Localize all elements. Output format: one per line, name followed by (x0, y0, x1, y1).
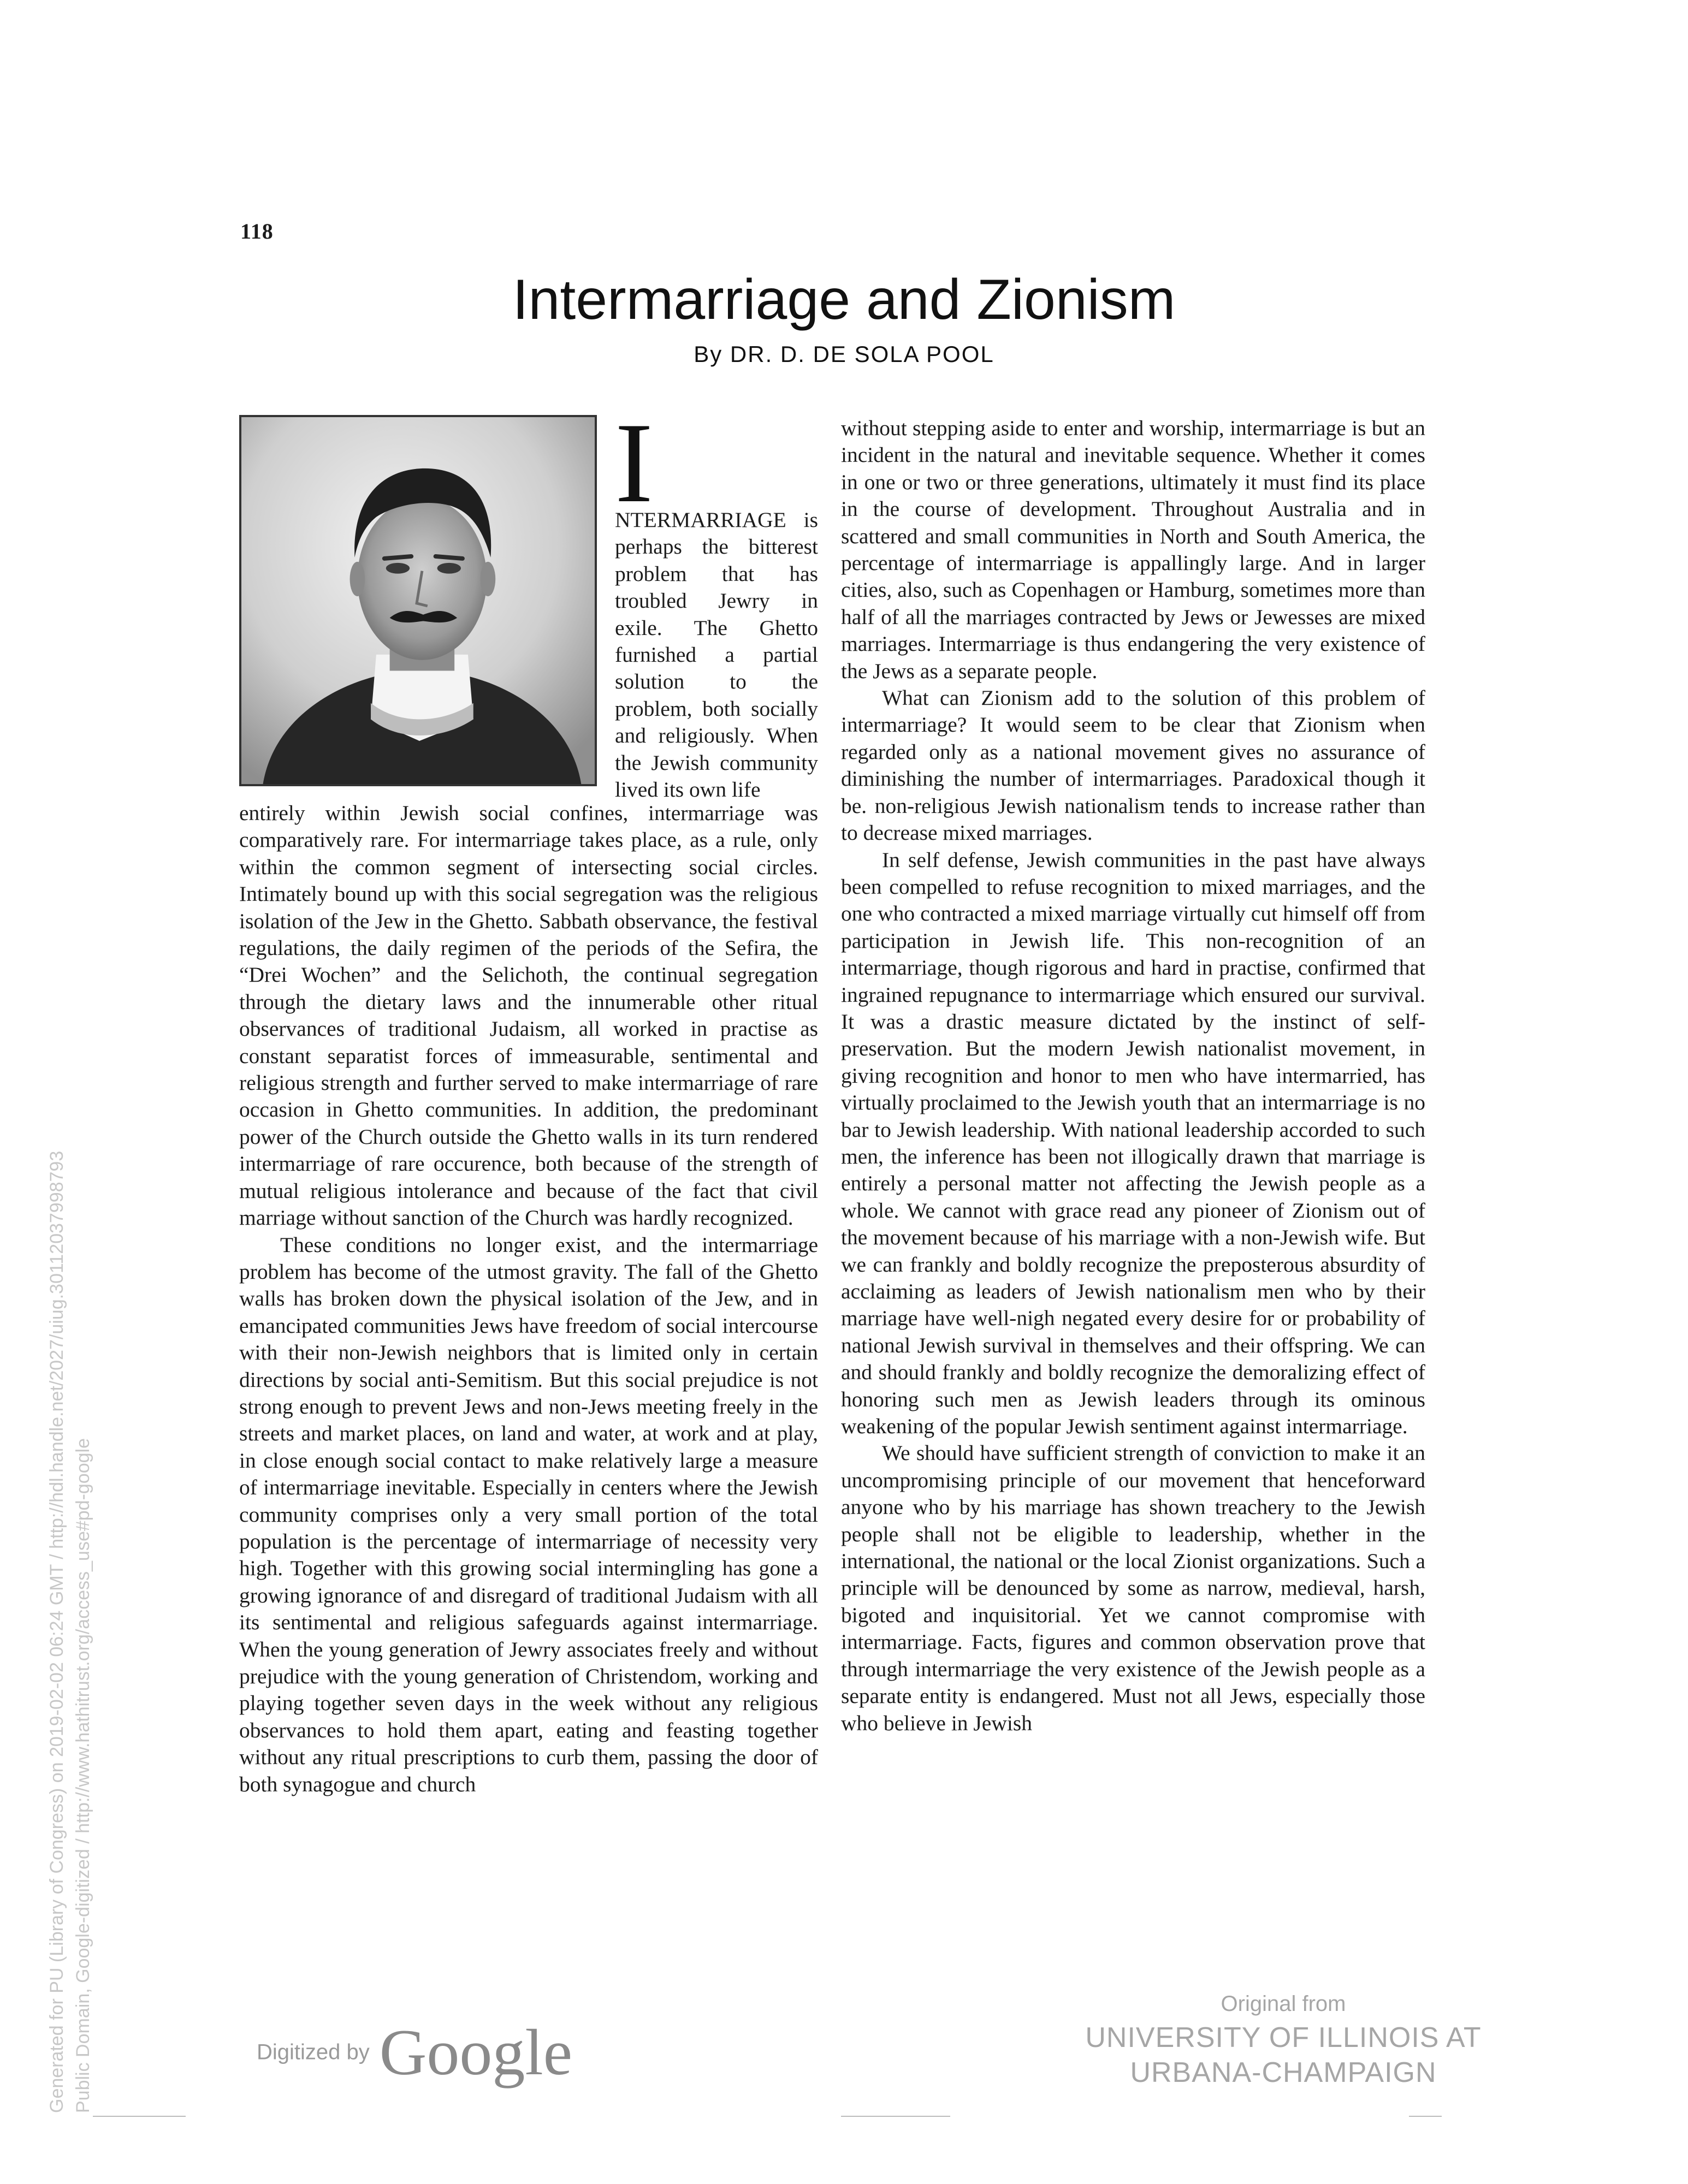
institution-line: UNIVERSITY OF ILLINOIS AT (1085, 2022, 1482, 2054)
left-column (239, 800, 818, 1798)
watermark-line: Public Domain, Google-digitized / http://www.hathitrust.org/access_use#pd-google (73, 1438, 93, 2113)
watermark-text (44, 1151, 96, 2113)
drop-cap: I (615, 400, 653, 526)
paragraph: What can Zionism add to the solution of this problem of intermarriage? It would seem to be clear that Zionism when regarded only as a national movement gives no assurance of diminishing the number of intermarriages. Paradoxical though it be. non-religious Jewish nationalism tends to increase rather than to decrease mixed marriages. (841, 686, 1425, 845)
digitized-label: Digitized by (257, 2040, 370, 2064)
institution-line: URBANA-CHAMPAIGN (1130, 2057, 1437, 2088)
right-column (841, 415, 1425, 1737)
paragraph: These conditions no longer exist, and the intermarriage problem has become of the utmost gravity. The fall of the Ghetto walls has broken down the physical isolation of the Jew, and in emancipated communities Jews have freedom of social intercourse with their non-Jewish neighbors that is limited only in certain directions by social anti-Semitism. But this social prejudice is not strong enough to prevent Jews and non-Jews meeting freely in the streets and market places, on land and water, at work and at play, in close enough social contact to make relatively large a measure of intermarriage inevitable. Especially in centers where the Jewish community comprises only a very small portion of the total population is the percentage of intermarriage of necessity very high. Together with this growing social intermingling has gone a growing ignorance of and disregard of traditional Judaism with all its sentimental and religious safeguards against intermarriage. When the young generation of Jewry associates freely and without prejudice with the young generation of Christendom, working and playing together seven days in the week without any religious observances to hold them apart, eating and feasting together without any ritual prescriptions to curb them, passing the door of both synagogue and church (239, 1232, 818, 1796)
original-from (1038, 1987, 1529, 2090)
byline: By DR. D. DE SOLA POOL (694, 341, 994, 367)
original-label: Original from (1221, 1992, 1346, 2016)
digitized-by (257, 2015, 572, 2090)
intro-paragraph: NTERMARRIAGE is perhaps the bitterest problem that has troubled Jewry in exile. The Ghetto furnished a partial solution to the problem, both socially and religiously. When the Jewish community lived its own life (615, 508, 818, 802)
paragraph: In self defense, Jewish communities in the past have always been compelled to refuse recognition to mixed marriages, and the one who contracted a mixed marriage virtually cut himself off from participation in Jewish life. This non-recognition of an intermarriage, though rigorous and hard in practise, confirmed that ingrained repugnance to intermarriage which ensured our survival. It was a drastic measure dictated by the instinct of self-preservation. But the modern Jewish nationalist movement, in giving recognition and honor to men who have intermarried, has virtually proclaimed to the Jewish youth that an intermarriage is no bar to Jewish leadership. With national leadership accorded to such men, the inference has been not illogically drawn that marriage is entirely a personal matter not affecting the Jewish people as a whole. We cannot with grace read any pioneer of Zionism out of the movement because of his marriage with a non-Jewish wife. But we can frankly and boldly recognize the preposterous absurdity of acclaiming as leaders of Jewish nationalism men who by their marriage have well-nigh negated every desire for or probability of national Jewish survival in themselves and their offspring. We can and should frankly and boldly recognize the demoralizing effect of honoring such men as Jewish leaders through its ominous weakening of the popular Jewish sentiment against intermarriage. (841, 847, 1425, 1439)
footer-rule (93, 2116, 186, 2117)
google-logo: Google (379, 2016, 573, 2088)
author-portrait (239, 415, 597, 786)
watermark-line: Generated for PU (Library of Congress) on 2019-02-02 06:24 GMT / http://hdl.handle.net/2027/uiug.30112037998793 (46, 1150, 67, 2113)
watermark-strip (33, 792, 98, 2113)
paragraph: We should have sufficient strength of conviction to make it an uncompromising principle of our movement that henceforward anyone who by his marriage has shown treachery to the Jewish people shall not be eligible to leadership, whether in the international, the national or the local Zionist organizations. Such a principle will be denounced by some as narrow, medieval, harsh, bigoted and inquisitorial. Yet we cannot compromise with intermarriage. Facts, figures and common observation prove that through intermarriage the very existence of the Jewish people as a separate entity is endangered. Must not all Jews, especially those who believe in Jewish (841, 1441, 1425, 1735)
article-title: Intermarriage and Zionism (512, 268, 1176, 331)
page-number: 118 (240, 219, 274, 244)
footer-rule (1409, 2116, 1442, 2117)
portrait-image (241, 417, 595, 784)
intro-text (615, 400, 818, 803)
paragraph: without stepping aside to enter and worship, intermarriage is but an incident in the natural and inevitable sequence. Whether it comes in one or two or three generations, ultimately it must find its place in the course of development. Throughout Australia and in scattered and small communities in North and South America, the percentage of intermarriage is appallingly large. And in larger cities, also, such as Copenhagen or Hamburg, sometimes more than half of all the marriages contracted by Jews or Jewesses are mixed marriages. Intermarriage is thus endangering the very existence of the Jews as a separate people. (841, 416, 1425, 683)
footer-rule (841, 2116, 950, 2117)
paragraph: entirely within Jewish social confines, intermarriage was comparatively rare. For intermarriage takes place, as a rule, only within the common segment of intersecting social circles. Intimately bound up with this social segregation was the religious isolation of the Jew in the Ghetto. Sabbath observance, the festival regulations, the daily regimen of the periods of the Sefira, the “Drei Wochen” and the Selichoth, the continual segregation through the dietary laws and the innumerable other ritual observances of traditional Judaism, all worked in practise as constant separatist forces of immeasurable, sentimental and religious strength and further served to make intermarriage of rare occasion in Ghetto communities. In addition, the predominant power of the Church outside the Ghetto walls in its turn rendered intermarriage of rare occurence, both because of the strength of mutual religious intolerance and because of the fact that civil marriage without sanction of the Church was hardly recognized. (239, 801, 818, 1230)
